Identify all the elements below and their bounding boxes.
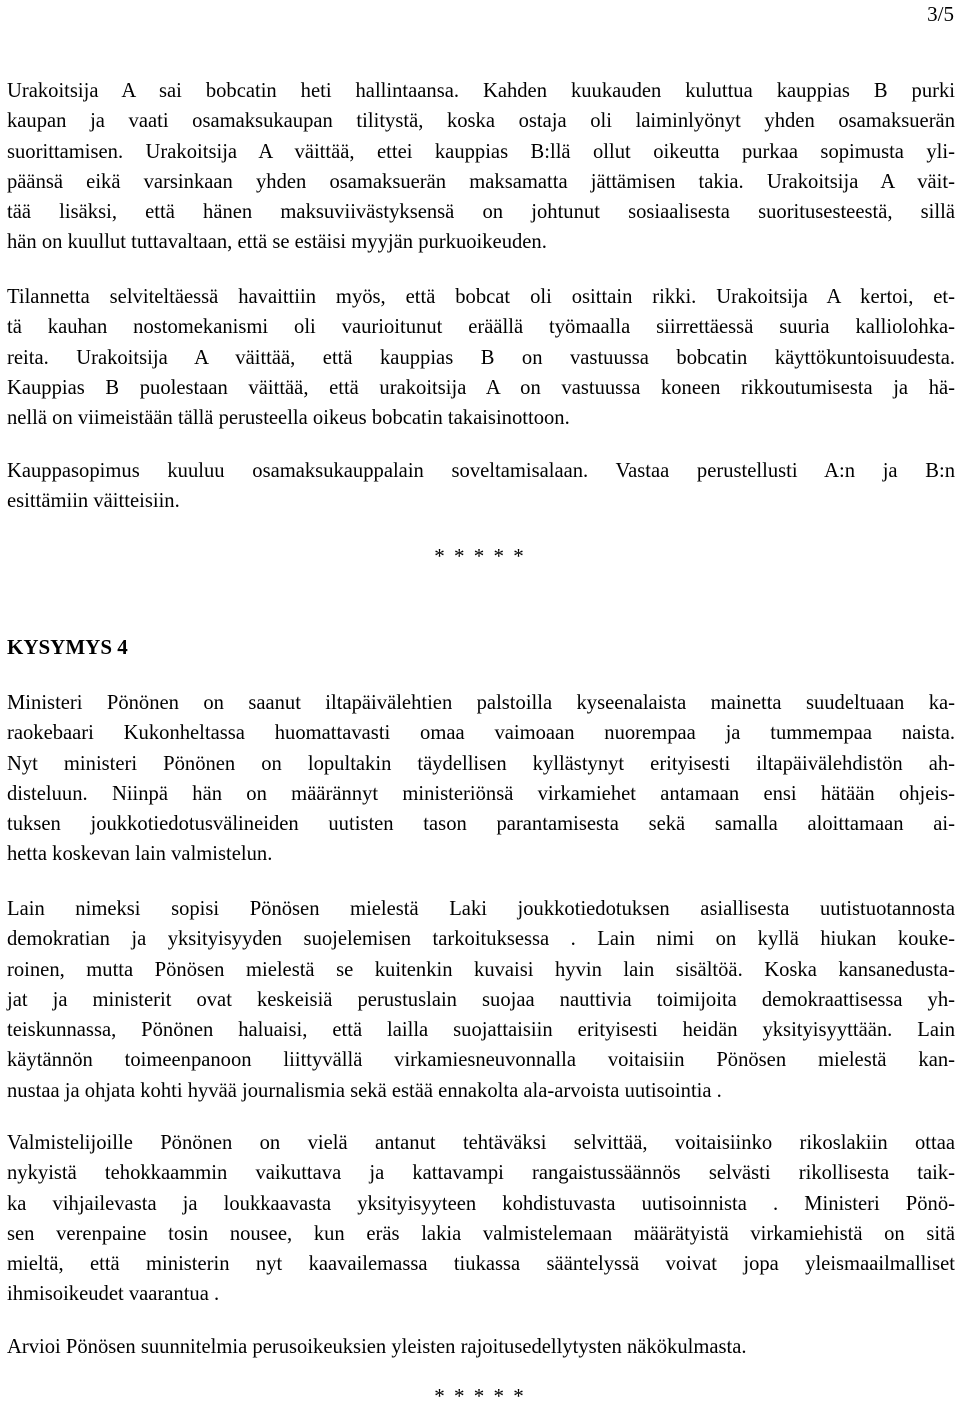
- text-line: Urakoitsija A sai bobcatin heti hallintaansa. Kahden kuukauden kuluttua kauppias B purki: [7, 80, 955, 102]
- text-line: sen verenpaine tosin nousee, kun eräs lakia valmistelemaan määrätyistä virkamiehistä on sitä: [7, 1222, 955, 1245]
- text-line: Lain nimeksi sopisi Pönösen mielestä Laki joukkotiedotuksen asiallisesta uutistuotannosta: [7, 898, 955, 920]
- text-line: Tilannetta selviteltäessä havaittiin myös, että bobcat oli osittain rikki. Urakoitsija A kertoi, et-: [7, 286, 955, 308]
- text-line: Ministeri Pönönen on saanut iltapäivälehtien palstoilla kyseenalaista mainetta suudeltuaan ka-: [7, 692, 955, 714]
- section-separator: * * * * *: [434, 1384, 526, 1408]
- paragraph-case-facts: [7, 76, 955, 258]
- text-line: hän on kuullut tuttavaltaan, että se estäisi myyjän purkuoikeuden.: [7, 231, 547, 254]
- text-line: ka vihjailevasta ja loukkaavasta yksityisyyteen kohdistuvasta uutisoinnista . Ministeri Pönö-: [7, 1192, 955, 1215]
- text-line: nellä on viimeistään tällä perusteella oikeus bobcatin takaisinottoon.: [7, 407, 570, 430]
- text-line: jat ja ministerit ovat keskeisiä perustuslain suojaa nauttivia toimijoita demokraattisessa yh-: [7, 988, 955, 1011]
- text-line: esittämiin väitteisiin.: [7, 490, 180, 513]
- paragraph-question-4: [7, 1332, 955, 1362]
- paragraph-criminal-law: [7, 1128, 955, 1310]
- paragraph-question-3: [7, 456, 955, 517]
- text-line: reita. Urakoitsija A väittää, että kauppias B on vastuussa bobcatin käyttökuntoisuudesta.: [7, 346, 955, 369]
- text-line: käytännön toimeenpanoon liittyvällä virkamiesneuvonnalla voitaisiin Pönösen mielestä kan-: [7, 1049, 955, 1072]
- text-line: disteluun. Niinpä hän on määrännyt ministeriönsä virkamiehet antamaan ensi hätään ohjeis-: [7, 782, 955, 805]
- text-line: tä kauhan nostomekanismi oli vaurioitunut eräällä työmaalla siirrettäessä suuria kalliolohka-: [7, 316, 955, 339]
- text-line: demokratian ja yksityisyyden suojelemisen tarkoituksessa . Lain nimi on kyllä hiukan kouke-: [7, 928, 955, 951]
- text-line: päänsä eikä varsinkaan yhden osamaksuerän maksamatta jättämisen takia. Urakoitsija A väit-: [7, 170, 955, 193]
- text-line: nykyistä tehokkaammin vaikuttava ja kattavampi rangaistussäännös selvästi rikollisesta taik-: [7, 1162, 955, 1185]
- text-line: nustaa ja ohjata kohti hyvää journalismia sekä estää ennakolta ala-arvoista uutisointia .: [7, 1079, 722, 1102]
- text-line: mieltä, että ministerin nyt kaavailemassa tiukassa sääntelyssä voivat jopa yleismaailmalliset: [7, 1253, 955, 1276]
- text-line: Kauppasopimus kuuluu osamaksukauppalain soveltamisalaan. Vastaa perustellusti A:n ja B:n: [7, 460, 955, 482]
- text-line: teiskunnassa, Pönönen haluaisi, että lailla suojattaisiin erityisesti heidän yksityisyyttään. Lain: [7, 1019, 955, 1042]
- text-line: Valmistelijoille Pönönen on vielä antanut tehtäväksi selvittää, voitaisiinko rikoslakiin ottaa: [7, 1132, 955, 1154]
- paragraph-law-name: [7, 894, 955, 1106]
- question-heading: KYSYMYS 4: [7, 635, 128, 659]
- paragraph-damage: [7, 282, 955, 433]
- page-number: 3/5: [927, 2, 954, 26]
- paragraph-minister: [7, 688, 955, 870]
- text-line: Kauppias B puolestaan väittää, että urakoitsija A on vastuussa koneen rikkoutumisesta ja hä-: [7, 376, 955, 399]
- text-line: hetta koskevan lain valmistelun.: [7, 843, 273, 866]
- text-line: tuksen joukkotiedotusvälineiden uutisten tason parantamisesta sekä samalla aloittamaan ai-: [7, 813, 955, 836]
- text-line: roinen, mutta Pönösen mielestä se kuitenkin kuvaisi hyvin lain sisältöä. Koska kansanedusta-: [7, 958, 955, 981]
- text-line: ihmisoikeudet vaarantua .: [7, 1283, 220, 1306]
- text-line: raokebaari Kukonheltassa huomattavasti omaa vaimoaan nuorempaa ja tummempaa naista.: [7, 722, 955, 745]
- text-line: Arvioi Pönösen suunnitelmia perusoikeuksien yleisten rajoitusedellytysten näkökulmasta.: [7, 1336, 747, 1358]
- text-line: kaupan ja vaati osamaksukaupan tilitystä, koska ostaja oli laiminlyönyt yhden osamaksuerän: [7, 110, 955, 133]
- text-line: Nyt ministeri Pönönen on lopultakin täydellisen kyllästynyt erityisesti iltapäivälehdistön ah-: [7, 752, 955, 775]
- text-line: suorittamisen. Urakoitsija A väittää, ettei kauppias B:llä ollut oikeutta purkaa sopimusta yli-: [7, 140, 955, 163]
- section-separator: * * * * *: [434, 544, 526, 568]
- text-line: tää lisäksi, että hänen maksuviivästyksensä on johtunut sosiaalisesta suoritusesteestä, sillä: [7, 201, 955, 224]
